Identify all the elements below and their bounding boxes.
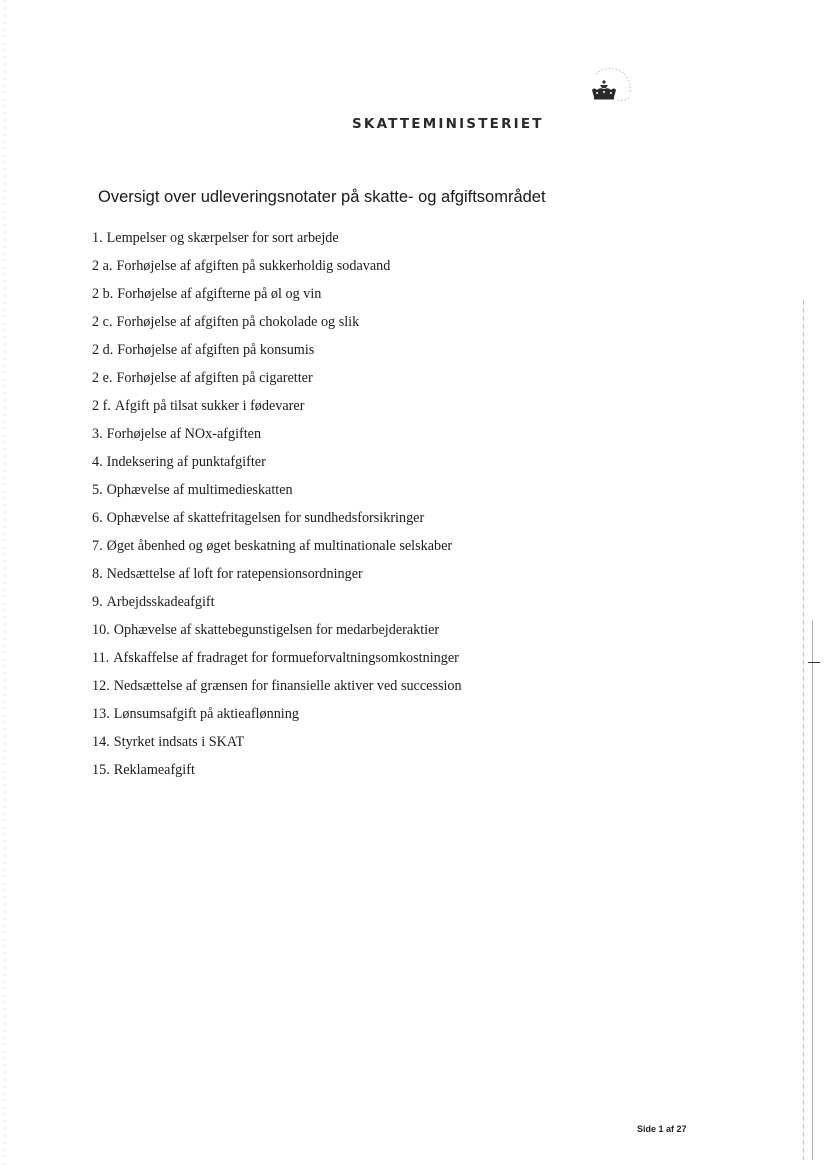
list-item: [92, 452, 462, 480]
list-item-number: 11.: [92, 650, 110, 666]
scan-artifact-tick: [808, 662, 820, 663]
list-item: [92, 732, 462, 760]
list-item: [92, 340, 462, 368]
list-item-number: 4.: [92, 454, 103, 470]
page-number: Side 1 af 27: [637, 1124, 687, 1134]
list-item-title: Øget åbenhed og øget beskatning af multinationale selskaber: [106, 538, 453, 554]
list-item-title: Forhøjelse af afgiften på konsumis: [117, 342, 315, 358]
list-item: [92, 284, 462, 312]
list-item-number: 6.: [92, 510, 103, 526]
list-item-title: Nedsættelse af grænsen for finansielle aktiver ved succession: [113, 678, 462, 694]
list-item-number: 15.: [92, 762, 110, 778]
scan-artifact-right-line: [812, 620, 813, 1160]
list-item-number: 1.: [92, 230, 103, 246]
list-item: [92, 592, 462, 620]
notes-list: [92, 228, 462, 788]
list-item-number: 2 c.: [92, 314, 113, 330]
list-item: [92, 620, 462, 648]
list-item-title: Forhøjelse af afgiften på chokolade og slik: [116, 314, 360, 330]
list-item-title: Ophævelse af skattebegunstigelsen for medarbejderaktier: [113, 622, 440, 638]
list-item: [92, 760, 462, 788]
list-item-number: 14.: [92, 734, 110, 750]
list-item: [92, 480, 462, 508]
list-item: [92, 508, 462, 536]
list-item-title: Forhøjelse af afgiften på sukkerholdig sodavand: [116, 258, 391, 274]
list-item-title: Styrket indsats i SKAT: [113, 734, 245, 750]
list-item: [92, 256, 462, 284]
list-item-title: Ophævelse af multimedieskatten: [106, 482, 293, 498]
list-item-number: 13.: [92, 706, 110, 722]
scan-artifact-left-edge: [4, 0, 5, 1168]
list-item-title: Ophævelse af skattefritagelsen for sundhedsforsikringer: [106, 510, 425, 526]
list-item-number: 2 f.: [92, 398, 111, 414]
royal-crown-crest-icon: [578, 66, 638, 112]
page-title: Oversigt over udleveringsnotater på skatte- og afgiftsområdet: [98, 188, 546, 206]
list-item: [92, 536, 462, 564]
list-item-title: Forhøjelse af NOx-afgiften: [106, 426, 262, 442]
list-item-number: 5.: [92, 482, 103, 498]
list-item: [92, 312, 462, 340]
list-item-number: 2 a.: [92, 258, 113, 274]
list-item-number: 2 e.: [92, 370, 113, 386]
list-item-title: Lempelser og skærpelser for sort arbejde: [106, 230, 339, 246]
list-item-number: 9.: [92, 594, 103, 610]
list-item: [92, 564, 462, 592]
scan-artifact-right-edge: [803, 300, 804, 1160]
list-item: [92, 228, 462, 256]
list-item-number: 12.: [92, 678, 110, 694]
list-item: [92, 676, 462, 704]
list-item: [92, 648, 462, 676]
list-item-title: Nedsættelse af loft for ratepensionsordninger: [106, 566, 363, 582]
list-item-number: 7.: [92, 538, 103, 554]
list-item-title: Reklameafgift: [113, 762, 195, 778]
list-item-title: Forhøjelse af afgiften på cigaretter: [116, 370, 313, 386]
list-item-number: 2 d.: [92, 342, 114, 358]
list-item-title: Arbejdsskadeafgift: [106, 594, 215, 610]
list-item: [92, 396, 462, 424]
list-item-number: 10.: [92, 622, 110, 638]
list-item-title: Afskaffelse af fradraget for formueforvaltningsomkostninger: [113, 650, 459, 666]
list-item-number: 3.: [92, 426, 103, 442]
list-item-title: Afgift på tilsat sukker i fødevarer: [114, 398, 305, 414]
list-item-title: Forhøjelse af afgifterne på øl og vin: [117, 286, 322, 302]
list-item-number: 2 b.: [92, 286, 114, 302]
list-item-title: Lønsumsafgift på aktieaflønning: [113, 706, 299, 722]
list-item: [92, 368, 462, 396]
ministry-logo-text: SKATTEMINISTERIET: [352, 116, 544, 132]
list-item-title: Indeksering af punktafgifter: [106, 454, 266, 470]
list-item-number: 8.: [92, 566, 103, 582]
list-item: [92, 704, 462, 732]
list-item: [92, 424, 462, 452]
